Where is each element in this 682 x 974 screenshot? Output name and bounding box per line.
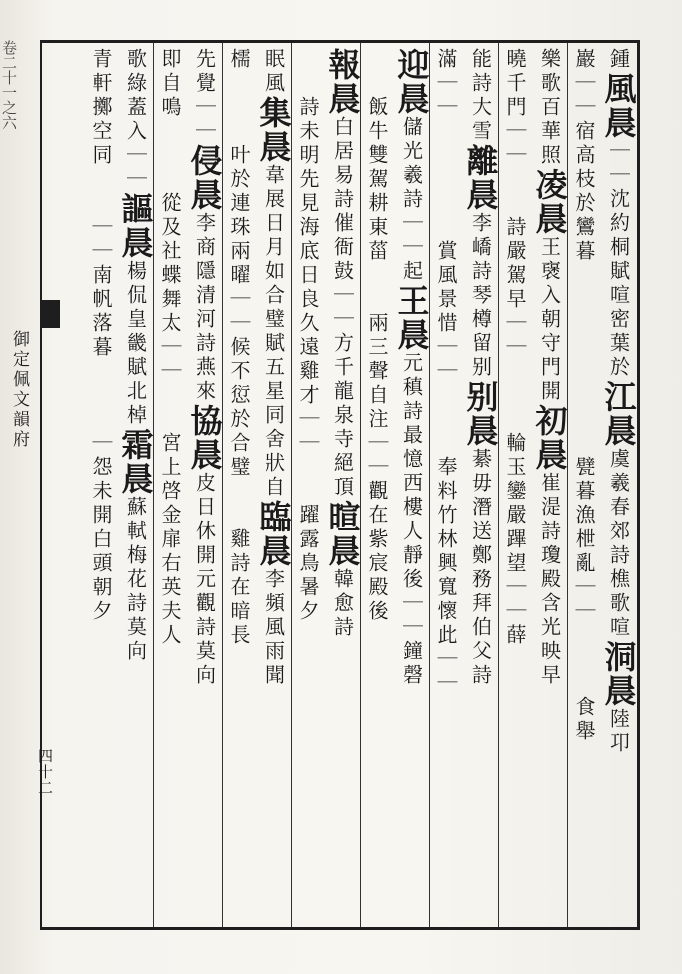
- column-text: 賞風景惜｜｜: [434, 240, 458, 384]
- column-text: [89, 360, 113, 432]
- headword: 迎晨: [392, 48, 431, 116]
- running-title: 御定佩文韻府: [9, 330, 29, 450]
- column-text: 白居易詩催衙鼓｜｜方千龍泉寺絕頂: [330, 116, 355, 500]
- column-text: ｜｜沈約桐賦喧密葉於: [606, 140, 631, 380]
- headword: 凌晨: [530, 168, 569, 236]
- column-text: 歌綠蓋入｜｜: [123, 48, 148, 192]
- column-text: 輪玉鑾嚴蹕望｜｜薛: [503, 432, 527, 648]
- column-text: 元稹詩最憶西樓人靜後｜｜鐘磬: [399, 352, 424, 688]
- column-text: [227, 480, 251, 528]
- column-text: 虞羲春郊詩樵歌喧: [606, 448, 631, 640]
- column-text: [158, 120, 182, 192]
- column-text: 陸卭: [606, 708, 631, 756]
- column-text: [158, 384, 182, 432]
- headword: 臨晨: [254, 500, 293, 568]
- column-text: [296, 456, 320, 504]
- scan-edge-text: 卷二十一之六: [0, 40, 18, 130]
- column-text: 詩嚴駕早｜｜: [503, 216, 527, 360]
- column-text: 奉料竹林興寬懷此｜｜: [434, 456, 458, 696]
- headword: 江晨: [599, 380, 638, 448]
- column-text: 巖｜｜宿高枝於鸞暮: [572, 48, 596, 264]
- headword: 别晨: [461, 380, 500, 448]
- text-column: [79, 48, 123, 926]
- column-text: 王襃入朝守門開: [537, 236, 562, 404]
- column-text: [227, 72, 251, 144]
- column-text: 詩未明先見海底日良久遠雞才｜｜: [296, 96, 320, 456]
- column-text: 即自鳴: [158, 48, 182, 120]
- column-text: 能詩大雪: [468, 48, 493, 144]
- column-text: 李嶠詩琴樽留别: [468, 212, 493, 380]
- column-text: 鍾: [606, 48, 631, 72]
- column-text: [296, 48, 320, 96]
- column-text: [572, 624, 596, 696]
- headword: 初晨: [530, 404, 569, 472]
- fish-tail-mark: [40, 300, 60, 328]
- column-text: 韓愈詩: [330, 568, 355, 640]
- column-text: 眠風: [261, 48, 286, 96]
- column-text: 李頻風雨聞: [261, 568, 286, 688]
- headword: 離晨: [461, 144, 500, 212]
- column-text: 儲光羲詩｜｜起: [399, 116, 424, 284]
- headword: 謳晨: [116, 192, 155, 260]
- column-text: 飯牛雙駕耕東菑: [365, 96, 389, 264]
- column-text: 宮上啓金扉右英夫人: [158, 432, 182, 648]
- headword: 侵晨: [185, 144, 224, 212]
- column-text: [434, 120, 458, 240]
- column-text: ｜｜南帆落暮: [89, 216, 113, 360]
- column-text: 甓暮漁枻亂｜｜: [572, 456, 596, 624]
- column-text: 綦毋潛送鄭務拜伯父詩: [468, 448, 493, 688]
- column-text: 先覺｜｜: [192, 48, 217, 144]
- column-text: 曉千門｜｜: [503, 48, 527, 168]
- column-text: [572, 264, 596, 456]
- column-text: [89, 168, 113, 216]
- column-text: ｜怨未開白頭朝夕: [89, 432, 113, 624]
- column-text: 食舉: [572, 696, 596, 744]
- column-text: [503, 168, 527, 216]
- column-text: 樂歌百華照: [537, 48, 562, 168]
- headword: 王晨: [392, 284, 431, 352]
- headword: 洞晨: [599, 640, 638, 708]
- column-text: 滿｜｜: [434, 48, 458, 120]
- page-number: 四十二: [36, 748, 54, 796]
- column-text: 楊侃皇畿賦北棹: [123, 260, 148, 428]
- column-text: 蘇軾梅花詩莫向: [123, 496, 148, 664]
- column-text: 兩三聲自注｜｜觀在紫宸殿後: [365, 312, 389, 624]
- column-text: 躍露鳥暑夕: [296, 504, 320, 624]
- headword: 霜晨: [116, 428, 155, 496]
- headword: 暄晨: [323, 500, 362, 568]
- column-text: 皮日休開元觀詩莫向: [192, 472, 217, 688]
- column-text: 青軒擲空同: [89, 48, 113, 168]
- column-text: 叶於連珠兩曜｜｜候不愆於合璧: [227, 144, 251, 480]
- column-text: [503, 360, 527, 432]
- headword: 風晨: [599, 72, 638, 140]
- column-text: 崔湜詩瓊殿含光映早: [537, 472, 562, 688]
- column-text: 雞詩在暗長: [227, 528, 251, 648]
- column-text: [434, 384, 458, 456]
- headword: 集晨: [254, 96, 293, 164]
- headword: 協晨: [185, 404, 224, 472]
- column-text: [365, 48, 389, 96]
- headword: 報晨: [323, 48, 362, 116]
- column-text: 檽: [227, 48, 251, 72]
- column-text: 從及社蝶舞太｜｜: [158, 192, 182, 384]
- column-text: 韋展日月如合璧賦五星同舍狀自: [261, 164, 286, 500]
- column-text: [365, 264, 389, 312]
- column-text: 李商隱清河詩燕來: [192, 212, 217, 404]
